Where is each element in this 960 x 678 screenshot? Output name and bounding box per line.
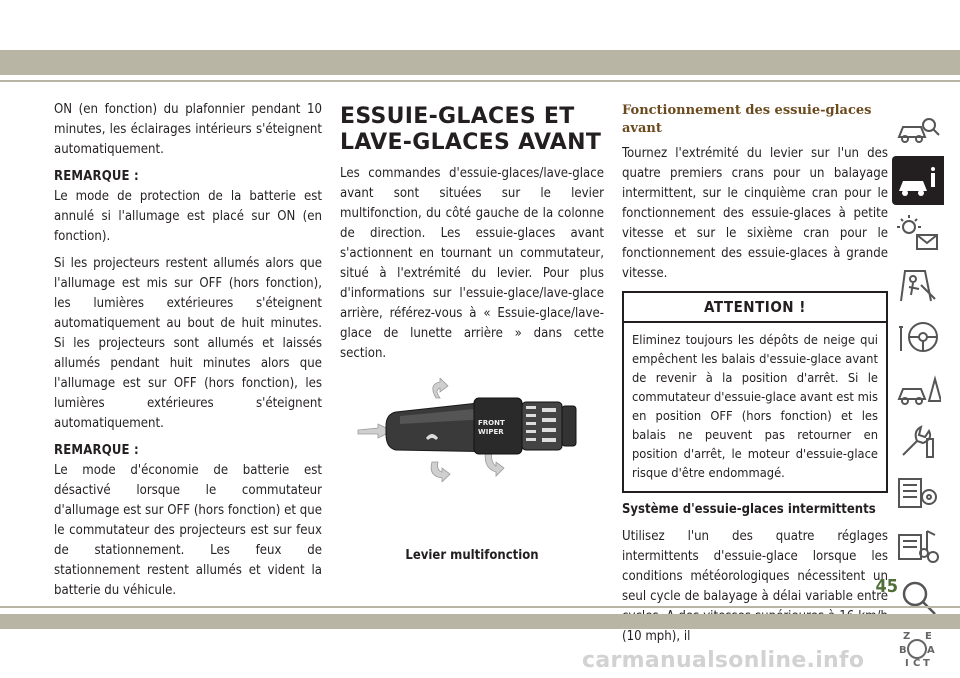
section-heading-line2: LAVE-GLACES AVANT bbox=[340, 130, 602, 155]
note-text: Le mode d'économie de batterie est désactivé lorsque le commutateur d'allumage est sur OFF (hors fonction) et que le commutateur des projecteurs est sur feux de stationnement. Les feux de stationnement restent allumés et vident la batterie du véhicule. bbox=[54, 463, 322, 598]
tab-car-search[interactable] bbox=[892, 104, 944, 153]
paragraph: Tournez l'extrémité du levier sur l'un des quatre premiers crans pour un balayage intermittent, sur le cinquième cran pour le fonctionnement des essuie-glaces à petite vitesse et sur le sixième cran pour le fonctionnement des essuie-glaces à grande vitesse. bbox=[622, 146, 888, 281]
airbag-safety-icon bbox=[895, 265, 941, 305]
rotate-up-arrow-icon bbox=[433, 378, 448, 398]
subheading: Fonctionnement des essuie-glaces avant bbox=[622, 103, 872, 136]
page-number: 45 bbox=[875, 576, 898, 597]
header-band bbox=[0, 50, 960, 75]
roadside-warning-icon bbox=[895, 369, 941, 409]
paragraph: Les commandes d'essuie-glaces/lave-glace avant sont situées sur le levier multifonction, du côté gauche de la colonne de direction. Les essuie-glaces avant s'actionnent en tournant un commutateur, situé à l'extrémité du levier. Pour plus d'informations sur l'essuie-glace/lave-glace arrière, référez-vous à « Essuie-glace/lave-glace de lunette arrière » dans cette section. bbox=[340, 166, 604, 361]
index-letter: T bbox=[923, 657, 930, 669]
tab-multimedia[interactable] bbox=[892, 520, 944, 569]
tab-specs[interactable] bbox=[892, 468, 944, 517]
header-rule bbox=[0, 80, 960, 82]
lever-drawing bbox=[356, 378, 592, 482]
tab-alphabet-index[interactable] bbox=[892, 624, 944, 673]
car-search-icon bbox=[895, 109, 941, 149]
attention-title: ATTENTION ! bbox=[624, 293, 886, 323]
footer-rule bbox=[0, 606, 960, 608]
tab-car-info[interactable] bbox=[892, 156, 944, 205]
column-left bbox=[54, 100, 322, 608]
index-letter: Z bbox=[903, 630, 911, 642]
section-heading bbox=[340, 104, 604, 156]
index-letter: B bbox=[899, 644, 907, 656]
multifunction-lever-illustration bbox=[356, 378, 592, 482]
attention-text: Eliminez toujours les dépôts de neige qui empêchent les balais d'essuie-glace avant de revenir à la position d'arrêt. Si le commutateur d'essuie-glace avant est mis en position OFF (hors fonction) et les balais ne peuvent pas retourner en position d'arrêt, le moteur d'essuie-glace risque d'être endommagé. bbox=[632, 333, 878, 481]
watermark: carmanualsonline.info bbox=[582, 648, 865, 673]
tab-tools[interactable] bbox=[892, 416, 944, 465]
index-letter: I bbox=[905, 657, 909, 669]
rotate-down-arrow-icon bbox=[431, 462, 450, 482]
paragraph: ON (en fonction) du plafonnier pendant 10 minutes, les éclairages intérieurs s'éteignent automatiquement. bbox=[54, 102, 322, 157]
paragraph: Utilisez l'un des quatre réglages intermittents d'essuie-glace lorsque les conditions météorologiques nécessitent un seul cycle de balayage à délai variable entre (10 mph), il bbox=[622, 529, 888, 644]
alphabet-index-icon bbox=[895, 629, 941, 669]
index-letter: A bbox=[927, 644, 935, 656]
index-letter: E bbox=[925, 630, 932, 642]
column-middle bbox=[340, 100, 604, 371]
column-right bbox=[622, 100, 888, 647]
tools-icon bbox=[895, 421, 941, 461]
subheading: Système d'essuie-glaces intermittents bbox=[622, 502, 876, 517]
note-label: REMARQUE : bbox=[54, 443, 139, 458]
search-index-icon bbox=[895, 577, 941, 617]
lever-label-front: FRONT bbox=[478, 419, 505, 427]
attention-box bbox=[622, 291, 888, 493]
tab-warning-lights[interactable] bbox=[892, 208, 944, 257]
note-text: Le mode de protection de la batterie est annulé si l'allumage est placé sur ON (en fonction). bbox=[54, 189, 322, 244]
specs-gear-icon bbox=[895, 473, 941, 513]
footer-band bbox=[0, 614, 960, 629]
chapter-tabs bbox=[892, 104, 944, 676]
steering-wheel-icon bbox=[895, 317, 941, 357]
tab-roadside-warning[interactable] bbox=[892, 364, 944, 413]
note-label: REMARQUE : bbox=[54, 169, 139, 184]
car-info-icon bbox=[895, 161, 941, 201]
multimedia-icon bbox=[895, 525, 941, 565]
paragraph: Si les projecteurs restent allumés alors que l'allumage est mis sur OFF (hors fonction), les lumières extérieures s'éteignent automatiquement au bout de huit minutes. Si les projecteurs sont allumés et laissés allumés pendant huit minutes alors que l'allumage est sur OFF (hors fonction), les lumières extérieures s'éteignent automatiquement. bbox=[54, 256, 322, 431]
warning-lights-icon bbox=[895, 213, 941, 253]
section-heading-line1: ESSUIE-GLACES ET bbox=[340, 104, 575, 129]
tab-airbag-safety[interactable] bbox=[892, 260, 944, 309]
tab-steering-wheel[interactable] bbox=[892, 312, 944, 361]
index-letter: C bbox=[913, 657, 921, 669]
lever-label-wiper: WIPER bbox=[478, 428, 504, 436]
figure-caption: Levier multifonction bbox=[405, 548, 539, 563]
